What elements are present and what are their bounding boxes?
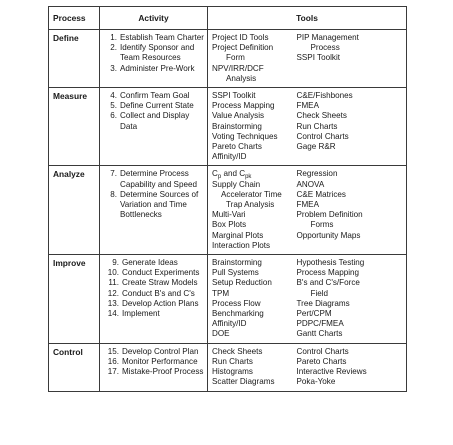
process-name-define: Define [49, 30, 100, 88]
activity-item [104, 309, 204, 319]
activity-number: 3. [110, 63, 117, 73]
tool-item: Process [310, 43, 340, 53]
tool-item: Process Mapping [212, 101, 275, 111]
tool-item: Setup Reduction [212, 278, 272, 288]
tool-item: Brainstorming [212, 121, 262, 131]
activity-number: 2. [110, 43, 117, 53]
activity-item [104, 299, 204, 309]
activity-text: Develop Action Plans [122, 298, 199, 308]
tool-item: SSPI Toolkit [296, 53, 340, 63]
activity-item [104, 268, 204, 278]
tool-item: Opportunity Maps [296, 230, 361, 240]
activity-item [104, 258, 204, 268]
tool-item: PIP Management [296, 33, 359, 42]
activity-item [104, 101, 204, 111]
tool-item: Problem Definition [296, 210, 363, 220]
process-name-analyze: Analyze [49, 166, 100, 255]
process-name-improve: Improve [49, 255, 100, 344]
tool-item: Scatter Diagrams [212, 377, 275, 387]
activity-item [104, 190, 204, 221]
header-process: Process [49, 7, 100, 30]
tool-item: FMEA [296, 101, 319, 111]
activity-item [104, 289, 204, 299]
activity-number: 15. [107, 346, 119, 356]
activity-text: Determine Sources of Variation and Time Bottlenecks [120, 189, 199, 220]
tool-item: Accelerator Time [221, 189, 282, 199]
section-row-measure [49, 88, 407, 166]
tool-item: Check Sheets [296, 111, 347, 121]
tool-item: Marginal Plots [212, 230, 264, 240]
activity-cell-define [100, 30, 208, 88]
section-row-control [49, 343, 407, 391]
activity-number: 16. [107, 356, 119, 366]
activity-item [104, 64, 204, 74]
tool-item: Pareto Charts [212, 142, 262, 152]
tool-item: TPM [212, 288, 230, 298]
tool-item: Tree Diagrams [296, 298, 350, 308]
activity-number: 12. [107, 288, 119, 298]
activity-item [104, 367, 204, 377]
tool-item: Run Charts [296, 121, 338, 131]
activity-number: 11. [108, 278, 119, 288]
tool-item: Histograms [212, 367, 253, 377]
tool-item: C&E Matrices [296, 189, 346, 199]
activity-text: Define Current State [120, 101, 194, 111]
section-row-analyze [49, 166, 407, 255]
tool-item: Project ID Tools [212, 33, 269, 42]
cp-and: and [221, 169, 240, 179]
cp-letter: C [212, 169, 218, 179]
activity-text: Establish Team Charter [120, 33, 204, 42]
tool-item: Affinity/ID [212, 152, 247, 162]
tools-right-improve [294, 255, 407, 344]
activity-number: 6. [110, 111, 117, 121]
activity-text: Implement [122, 309, 160, 319]
cpk-letter: C [239, 169, 246, 179]
tool-item: Gantt Charts [296, 329, 343, 339]
cp-subscript: p [217, 174, 222, 181]
tool-item: Voting Techniques [212, 131, 278, 141]
section-row-define [49, 30, 407, 88]
tool-item: Project Definition [212, 43, 274, 53]
tools-left-control [208, 343, 294, 391]
activity-text: Identify Sponsor and Team Resources [120, 43, 195, 63]
activity-number: 17. [107, 367, 119, 377]
dmaic-table [48, 6, 407, 392]
tool-item: Trap Analysis [226, 200, 275, 210]
tools-right-analyze [294, 166, 407, 255]
tool-item: Gage R&R [296, 142, 336, 152]
process-name-control: Control [49, 343, 100, 391]
activity-text: Collect and Display Data [120, 111, 190, 131]
tool-item: Forms [310, 220, 334, 230]
tool-item: B's and C's/Force [296, 278, 360, 288]
activity-item [104, 278, 204, 288]
tool-item: Analysis [226, 73, 257, 83]
header-row [49, 7, 407, 30]
tool-item: Control Charts [296, 346, 349, 356]
tool-item: ANOVA [296, 179, 325, 189]
tools-right-control [294, 343, 407, 391]
tool-item: Field [310, 288, 329, 298]
activity-text: Administer Pre-Work [120, 63, 195, 73]
tool-item: Run Charts [212, 356, 253, 366]
process-name-measure: Measure [49, 88, 100, 166]
section-row-improve [49, 255, 407, 344]
tool-item: Process Flow [212, 298, 261, 308]
tool-item: Supply Chain [212, 179, 261, 189]
tools-right-measure [294, 88, 407, 166]
tool-item: SSPI Toolkit [212, 91, 256, 101]
activity-item [104, 91, 204, 101]
tool-item: Poka-Yoke [296, 377, 336, 387]
header-tools: Tools [208, 7, 407, 30]
activity-text: Monitor Performance [122, 356, 198, 366]
activity-number: 1. [110, 33, 117, 42]
activity-number: 4. [110, 91, 117, 101]
activity-number: 14. [107, 309, 119, 319]
activity-text: Confirm Team Goal [120, 91, 190, 101]
activity-item [104, 347, 204, 357]
activity-text: Mistake-Proof Process [122, 367, 204, 377]
activity-number: 13. [107, 298, 119, 308]
tool-item: Process Mapping [296, 268, 360, 278]
activity-text: Develop Control Plan [122, 346, 199, 356]
tool-item: Pert/CPM [296, 309, 332, 319]
tool-item: Affinity/ID [212, 319, 247, 329]
tool-item-cp-cpk [212, 169, 291, 179]
tool-item: FMEA [296, 200, 319, 210]
activity-cell-analyze [100, 166, 208, 255]
tool-item: Value Analysis [212, 111, 265, 121]
activity-text: Conduct Experiments [122, 268, 200, 278]
tool-item: Pull Systems [212, 268, 259, 278]
activity-cell-measure [100, 88, 208, 166]
activity-text: Generate Ideas [122, 258, 178, 268]
activity-text: Create Straw Models [122, 278, 198, 288]
tool-item: Benchmarking [212, 309, 264, 319]
activity-number: 7. [110, 169, 117, 179]
tool-item: Pareto Charts [296, 356, 347, 366]
tool-item: NPV/IRR/DCF [212, 63, 264, 73]
tools-right-define [294, 30, 407, 88]
cpk-subscript: pk [245, 174, 252, 181]
tool-item: C&E/Fishbones [296, 91, 353, 101]
activity-item [104, 111, 204, 131]
tool-item: Check Sheets [212, 346, 263, 356]
activity-item [104, 43, 204, 63]
tool-item: Multi-Vari [212, 210, 246, 220]
activity-text: Conduct B's and C's [122, 288, 195, 298]
tools-left-define [208, 30, 294, 88]
tools-left-analyze [208, 166, 294, 255]
activity-cell-improve [100, 255, 208, 344]
tool-item: Regression [296, 169, 338, 179]
tool-item: Box Plots [212, 220, 247, 230]
activity-number: 9. [112, 258, 119, 268]
tool-item: PDPC/FMEA [296, 319, 344, 329]
tool-item: Control Charts [296, 131, 349, 141]
tool-item: Interaction Plots [212, 240, 271, 250]
tool-item: Form [226, 53, 245, 63]
activity-cell-control [100, 343, 208, 391]
tool-item: DOE [212, 329, 230, 339]
activity-number: 8. [110, 189, 117, 199]
activity-item [104, 357, 204, 367]
tool-item: Hypothesis Testing [296, 258, 365, 268]
activity-number: 5. [110, 101, 117, 111]
activity-number: 10. [107, 268, 119, 278]
tool-item: Interactive Reviews [296, 367, 367, 377]
activity-item [104, 33, 204, 43]
activity-text: Determine Process Capability and Speed [120, 169, 197, 189]
tools-left-improve [208, 255, 294, 344]
header-activity: Activity [100, 7, 208, 30]
activity-item [104, 169, 204, 189]
tool-item: Brainstorming [212, 258, 262, 268]
tools-left-measure [208, 88, 294, 166]
